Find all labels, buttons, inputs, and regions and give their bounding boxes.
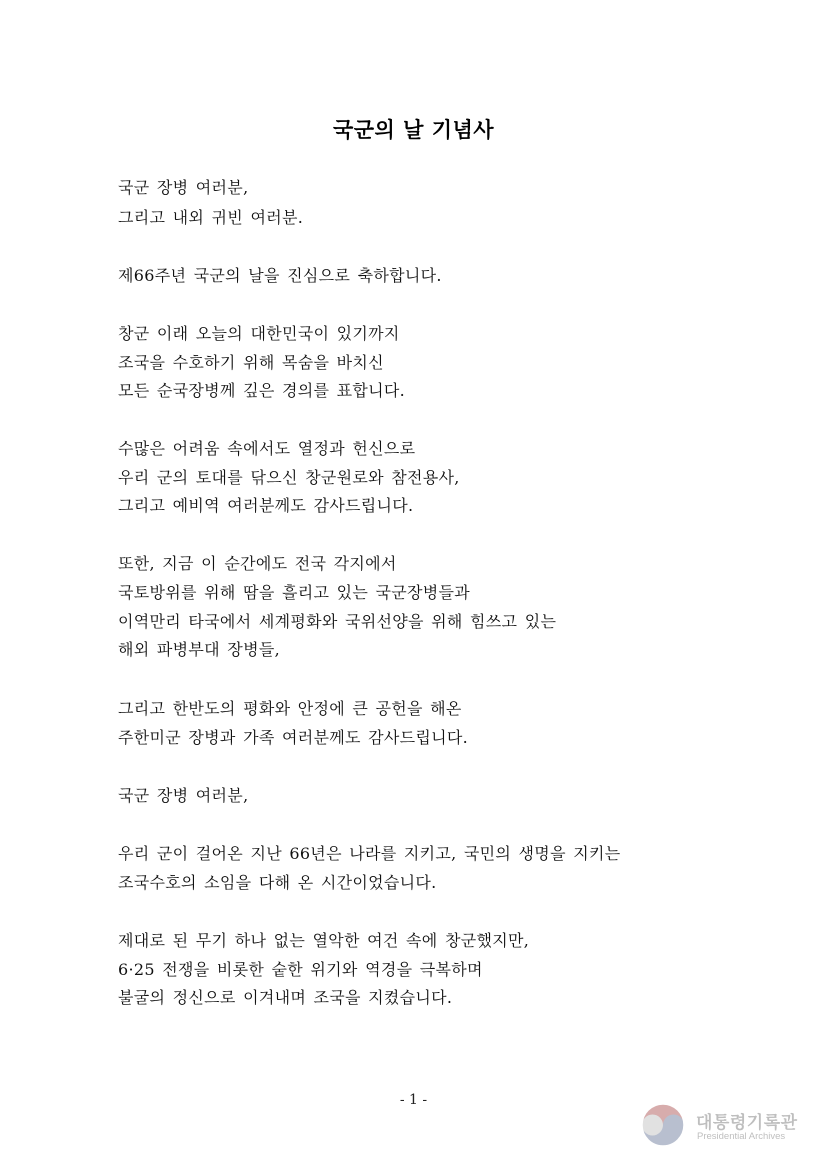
speech-line: 그리고 한반도의 평화와 안정에 큰 공헌을 해온 — [118, 699, 462, 718]
speech-line: 그리고 예비역 여러분께도 감사드립니다. — [118, 496, 414, 515]
speech-line: 또한, 지금 이 순간에도 전국 각지에서 — [118, 554, 397, 573]
speech-line: 조국수호의 소임을 다해 온 시간이었습니다. — [118, 873, 437, 892]
speech-line: 6·25 전쟁을 비롯한 숱한 위기와 역경을 극복하며 — [118, 960, 483, 979]
speech-line: 해외 파병부대 장병들, — [118, 640, 280, 659]
taegeuk-emblem-icon — [640, 1102, 686, 1148]
speech-line: 우리 군의 토대를 닦으신 창군원로와 참전용사, — [118, 468, 460, 487]
speech-line: 국군 장병 여러분, — [118, 178, 249, 197]
speech-line: 수많은 어려움 속에서도 열정과 헌신으로 — [118, 439, 416, 458]
speech-line: 그리고 내외 귀빈 여러분. — [118, 208, 304, 227]
presidential-archives-watermark — [640, 1100, 815, 1152]
speech-line: 창군 이래 오늘의 대한민국이 있기까지 — [118, 324, 400, 343]
watermark-name-en: Presidential Archives — [697, 1131, 786, 1142]
speech-title: 국군의 날 기념사 — [332, 118, 495, 142]
speech-line: 제대로 된 무기 하나 없는 열악한 여건 속에 창군했지만, — [118, 931, 530, 950]
speech-line: 모든 순국장병께 깊은 경의를 표합니다. — [118, 381, 406, 400]
speech-line: 제66주년 국군의 날을 진심으로 축하합니다. — [118, 266, 442, 285]
speech-line: 우리 군이 걸어온 지난 66년은 나라를 지키고, 국민의 생명을 지키는 — [118, 844, 621, 863]
page-number: - 1 - — [399, 1092, 428, 1108]
speech-line: 이역만리 타국에서 세계평화와 국위선양을 위해 힘쓰고 있는 — [118, 612, 557, 631]
speech-line: 불굴의 정신으로 이겨내며 조국을 지켰습니다. — [118, 988, 453, 1007]
speech-line: 조국을 수호하기 위해 목숨을 바치신 — [118, 353, 384, 372]
speech-line: 국토방위를 위해 땀을 흘리고 있는 국군장병들과 — [118, 583, 471, 602]
speech-line: 국군 장병 여러분, — [118, 786, 249, 805]
watermark-name-kr: 대통령기록관 — [696, 1113, 798, 1133]
speech-line: 주한미군 장병과 가족 여러분께도 감사드립니다. — [118, 728, 469, 747]
